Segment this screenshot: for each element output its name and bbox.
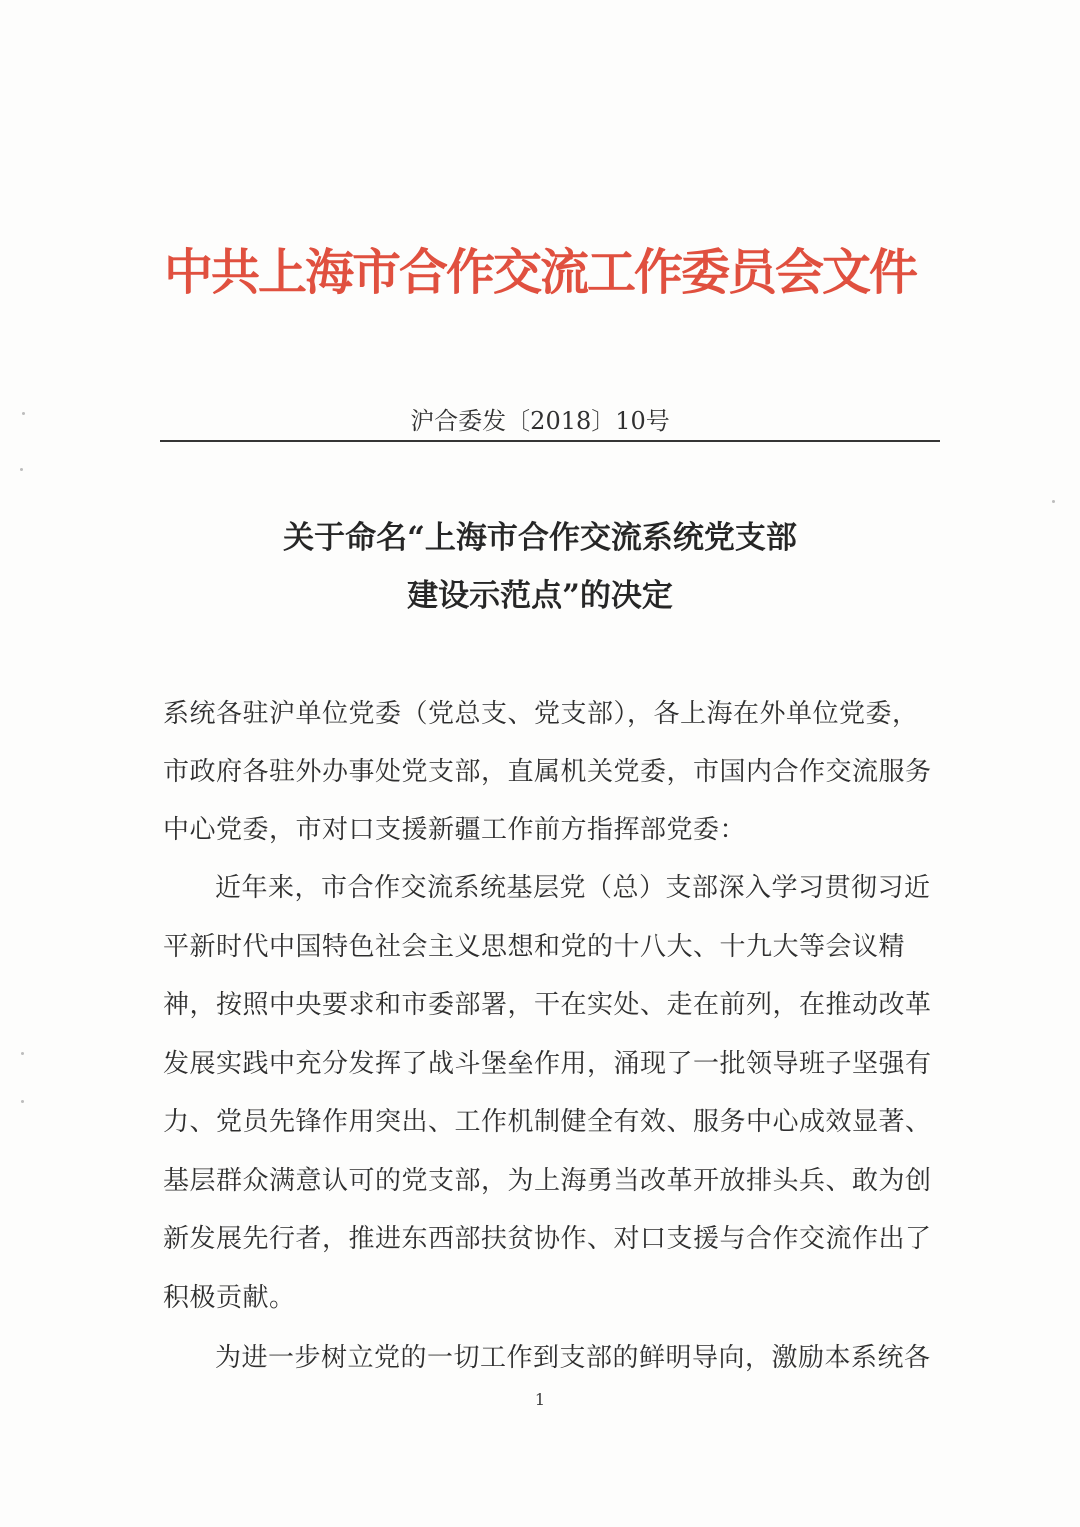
scan-speck [21, 1052, 24, 1055]
body-line: 发展实践中充分发挥了战斗堡垒作用，涌现了一批领导班子坚强有 [163, 1049, 932, 1079]
scan-speck [20, 468, 23, 471]
body-line: 积极贡献。 [163, 1283, 296, 1313]
header-divider [160, 440, 940, 442]
document-number: 沪合委发〔2018〕10号 [410, 407, 670, 435]
body-line: 系统各驻沪单位党委（党总支、党支部），各上海在外单位党委， [163, 699, 919, 729]
body-line: 市政府各驻外办事处党支部，直属机关党委，市国内合作交流服务 [163, 757, 932, 787]
body-line: 近年来，市合作交流系统基层党（总）支部深入学习贯彻习近 [215, 873, 931, 903]
scan-speck [21, 1100, 24, 1103]
body-line: 平新时代中国特色社会主义思想和党的十八大、十九大等会议精 [163, 932, 906, 962]
document-title-line-2: 建设示范点”的决定 [407, 578, 673, 614]
scan-speck [1052, 500, 1055, 503]
body-line: 为进一步树立党的一切工作到支部的鲜明导向，激励本系统各 [215, 1343, 931, 1373]
page-number: 1 [534, 1390, 546, 1409]
body-line: 中心党委，市对口支援新疆工作前方指挥部党委： [163, 815, 747, 845]
body-line: 新发展先行者，推进东西部扶贫协作、对口支援与合作交流作出了 [163, 1224, 932, 1254]
body-line: 力、党员先锋作用突出、工作机制健全有效、服务中心成效显著、 [163, 1107, 932, 1137]
body-line: 基层群众满意认可的党支部，为上海勇当改革开放排头兵、敢为创 [163, 1166, 932, 1196]
body-line: 神，按照中央要求和市委部署，干在实处、走在前列，在推动改革 [163, 990, 932, 1020]
red-header-title: 中共上海市合作交流工作委员会文件 [163, 243, 916, 301]
scan-speck [22, 412, 25, 415]
document-title-line-1: 关于命名“上海市合作交流系统党支部 [283, 520, 797, 556]
